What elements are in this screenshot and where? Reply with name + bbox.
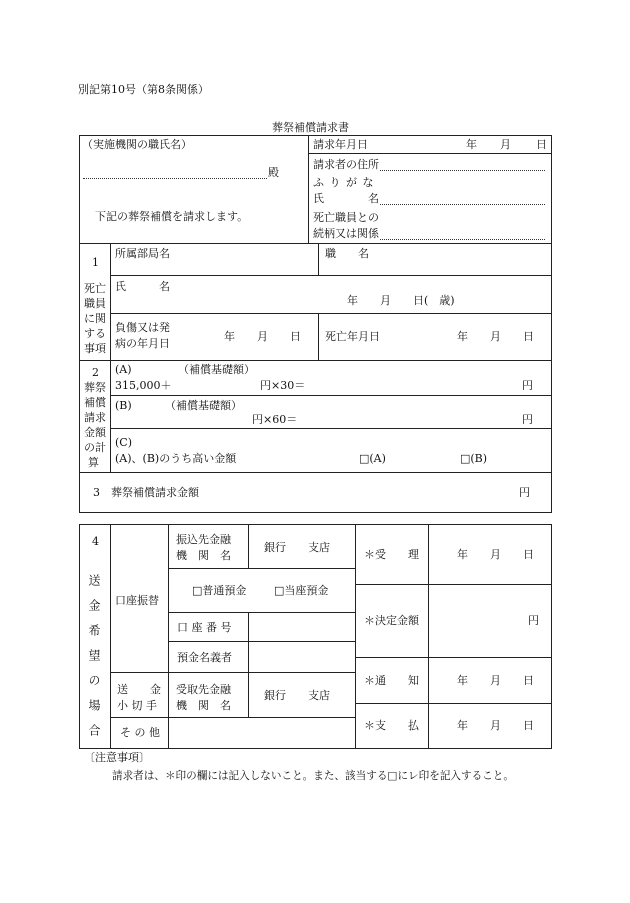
section3-label: 3 葬祭補償請求金額 <box>93 486 199 499</box>
calc-c-text: (A)、(B)のうち高い金額 <box>115 452 237 465</box>
form-title: 葬祭補償請求書 <box>272 121 349 134</box>
other-label: そ の 他 <box>120 726 160 739</box>
recv-branch-field[interactable]: 銀行 支店 <box>264 689 330 702</box>
bank-label-2: 機 関 名 <box>176 549 231 562</box>
calc-a-label: (A) <box>115 363 132 376</box>
name-label-1: 氏 <box>313 192 324 205</box>
recv-label-2: 機 関 名 <box>176 699 231 712</box>
decided-amount-label: ＊決定金額 <box>364 614 419 627</box>
section1-title-5: 事項 <box>84 342 106 355</box>
check-a[interactable]: □(A) <box>359 452 386 465</box>
section3-yen: 円 <box>519 486 530 499</box>
check-b[interactable]: □(B) <box>460 452 488 465</box>
calc-b-base-label: （補償基礎額） <box>165 399 242 412</box>
account-number-label: 口 座 番 号 <box>177 621 232 634</box>
section2-title-4: 金額 <box>84 426 106 439</box>
furigana-label: ふ り が な <box>313 176 375 189</box>
death-date-label: 死亡年月日 <box>325 330 380 343</box>
calc-a-formula-1: 315,000＋ <box>115 379 172 392</box>
address-field[interactable] <box>380 170 545 171</box>
check-label-2: 小 切 手 <box>117 699 157 712</box>
year-label: 年 <box>466 138 477 151</box>
calc-a-yen: 円 <box>522 379 533 392</box>
savings-checkbox[interactable]: □普通預金 <box>192 584 247 597</box>
section1-number: 1 <box>92 256 99 269</box>
death-date-ymd: 年 月 日 <box>457 330 534 343</box>
agency-name-line[interactable] <box>83 178 267 179</box>
calc-b-formula: 円×60＝ <box>252 413 298 426</box>
deceased-name-label: 氏 名 <box>115 280 170 293</box>
notice-date: 年 月 日 <box>457 674 534 687</box>
notes-heading: 〔注意事項〕 <box>84 751 150 764</box>
job-label: 職 名 <box>325 247 369 260</box>
relation-label-1: 死亡職員との <box>313 211 379 224</box>
dept-label: 所属部局名 <box>115 247 170 260</box>
current-checkbox[interactable]: □当座預金 <box>274 584 329 597</box>
birth-date-suffix: 年 月 日( 歳) <box>347 294 455 307</box>
check-label-1: 送 金 <box>117 683 161 696</box>
section2-title-6: 算 <box>88 456 99 469</box>
request-text: 下記の葬祭補償を請求します。 <box>95 210 249 223</box>
notes-text: 請求者は、＊印の欄には記入しないこと。また、該当する□にレ印を記入すること。 <box>112 770 514 782</box>
calc-b-label: (B) <box>115 399 132 412</box>
receipt-date: 年 月 日 <box>457 548 534 561</box>
section2-title-1: 葬祭 <box>84 381 106 394</box>
honorific: 殿 <box>268 166 279 179</box>
bank-label-1: 振込先金融 <box>176 533 231 546</box>
section1-title-4: する <box>84 327 106 340</box>
address-label: 請求者の住所 <box>313 158 379 171</box>
form-reference: 別記第10号（第8条関係） <box>78 83 209 96</box>
recv-label-1: 受取先金融 <box>176 683 231 696</box>
relation-field[interactable] <box>380 239 545 240</box>
payment-label: ＊支 払 <box>364 719 419 732</box>
bank-branch-field[interactable]: 銀行 支店 <box>264 541 330 554</box>
notice-label: ＊通 知 <box>364 674 419 687</box>
injury-date-label-1: 負傷又は発 <box>115 321 170 334</box>
section1-title-1: 死亡 <box>84 282 106 295</box>
injury-date-label-2: 病の年月日 <box>115 337 170 350</box>
relation-label-2: 続柄又は関係 <box>313 227 379 240</box>
calc-a-formula-2: 円×30＝ <box>260 379 306 392</box>
month-label: 月 <box>500 138 511 151</box>
request-date-label: 請求年月日 <box>313 138 368 151</box>
calc-b-yen: 円 <box>522 413 533 426</box>
section2-number: 2 <box>92 366 99 379</box>
name-label-2: 名 <box>368 192 379 205</box>
name-field[interactable] <box>380 204 545 205</box>
calc-a-base-label: （補償基礎額） <box>178 363 255 376</box>
section2-title-2: 補償 <box>84 396 106 409</box>
section1-title-2: 職員 <box>84 297 106 310</box>
bank-transfer-label: 口座振替 <box>115 594 159 607</box>
payment-date: 年 月 日 <box>457 719 534 732</box>
injury-date-ymd: 年 月 日 <box>224 330 301 343</box>
calc-c-label: (C) <box>115 436 132 449</box>
section4-number: 4 <box>92 535 99 548</box>
section2-title-5: の計 <box>84 441 106 454</box>
agency-label: （実施機関の職氏名） <box>82 138 192 151</box>
day-label: 日 <box>536 138 547 151</box>
decided-amount-yen: 円 <box>528 614 539 627</box>
section4-title: 送金希望の場合 <box>87 574 101 749</box>
section1-title-3: に関 <box>84 312 106 325</box>
account-holder-label: 預金名義者 <box>177 651 232 664</box>
section2-title-3: 請求 <box>84 411 106 424</box>
receipt-label: ＊受 理 <box>364 548 419 561</box>
